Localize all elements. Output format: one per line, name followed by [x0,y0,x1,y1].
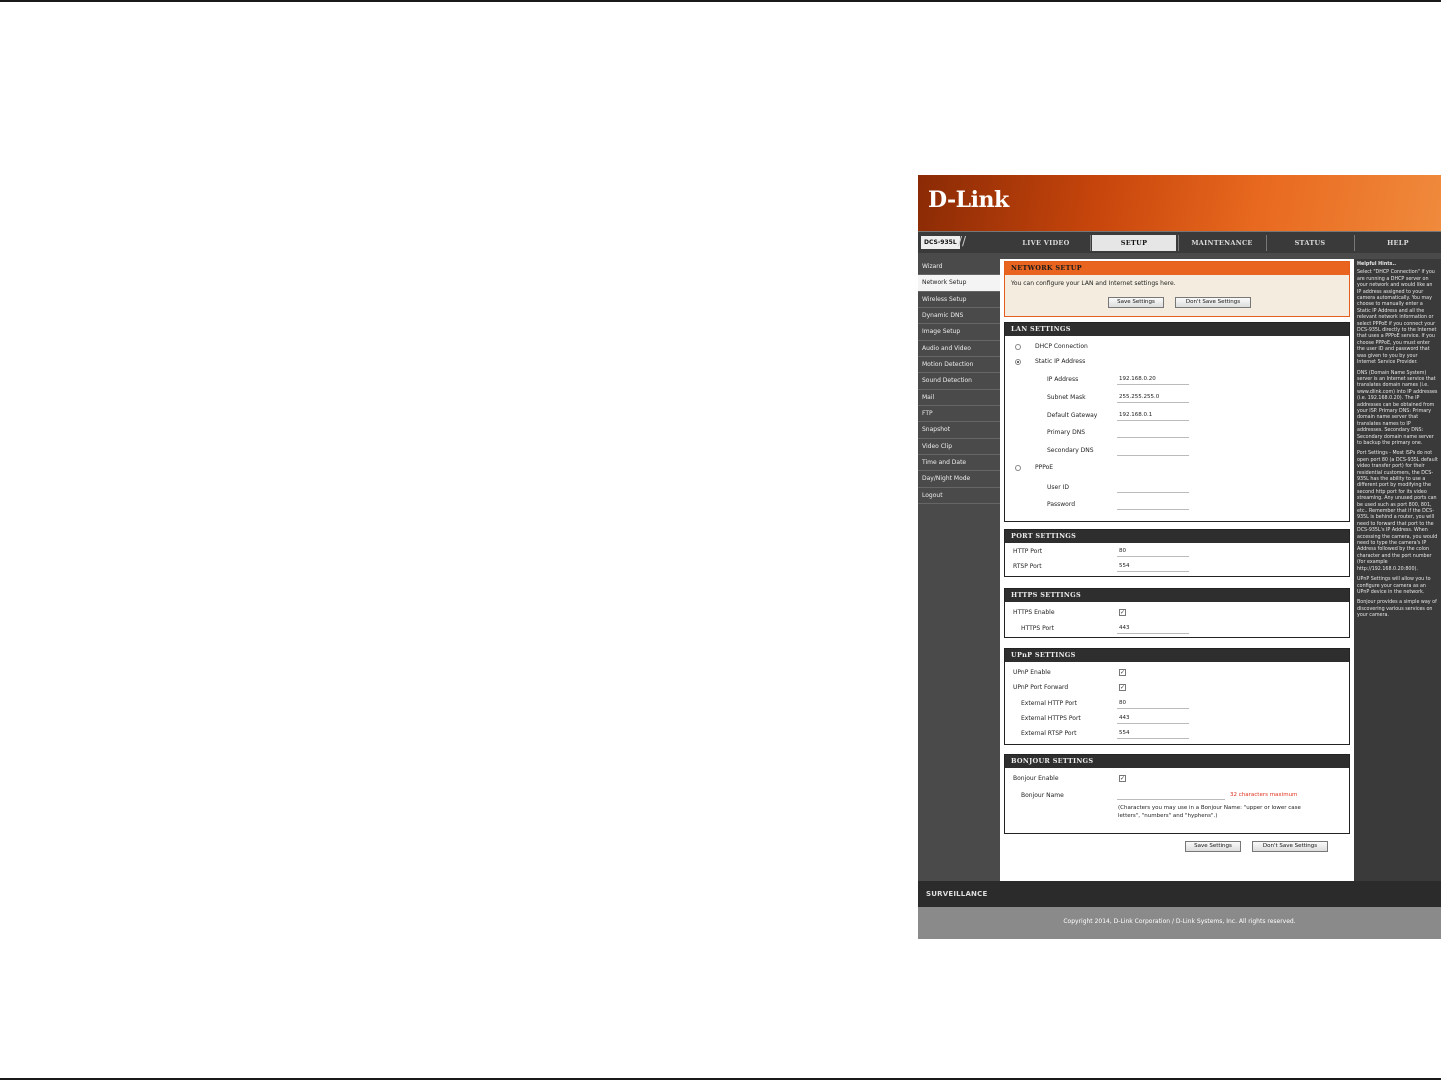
http-port-value: 80 [1119,548,1126,554]
help-paragraph-upnp: UPnP Settings will allow you to configure your camera as an UPnP device in the network. [1357,577,1431,595]
rtsp-port-value: 554 [1119,563,1130,569]
bottom-rule [0,1078,1441,1080]
copyright-text: Copyright 2014, D-Link Corporation / D-Link Systems, Inc. All rights reserved. [1063,918,1296,925]
sidebar-item-snapshot[interactable]: Snapshot [918,422,1000,438]
ip-address-label: IP Address [1047,376,1079,383]
external-rtsp-port-label: External RTSP Port [1021,730,1077,737]
external-https-port-value: 443 [1119,715,1130,721]
top-nav [918,231,1441,253]
primary-dns-label: Primary DNS [1047,429,1086,436]
https-settings-title: HTTPS SETTINGS [1005,589,1349,602]
sidebar-item-video-clip[interactable]: Video Clip [918,439,1000,455]
tab-divider [1354,235,1355,251]
dhcp-radio[interactable] [1015,344,1021,350]
rtsp-port-label: RTSP Port [1013,563,1042,570]
pppoe-label: PPPoE [1035,464,1054,471]
network-setup-description: You can configure your LAN and Internet settings here. [1011,280,1176,287]
default-gateway-value: 192.168.0.1 [1119,412,1153,418]
upnp-forward-label: UPnP Port Forward [1013,684,1069,691]
secondary-dns-label: Secondary DNS [1047,447,1094,454]
dhcp-label: DHCP Connection [1035,343,1088,350]
sidebar-item-audio-video[interactable]: Audio and Video [918,341,1000,357]
default-gateway-field[interactable] [1117,411,1189,421]
sidebar-item-dynamic-dns[interactable]: Dynamic DNS [918,308,1000,324]
help-paragraph-lan: Select "DHCP Connection" if you are running a DHCP server on your network and would like an IP address assigned to your camera automatically. You may choose to manually enter a Static IP Address and all the relevant network information or select PPPoE if you connect your DCS-935L directly to the Internet that uses a PPPoE service. If you choose PPPoE, you must enter the user ID and password that was given to you by your Internet Service Provider. [1357,270,1437,366]
tab-status[interactable]: STATUS [1294,239,1326,247]
tab-help[interactable]: HELP [1387,239,1409,247]
bonjour-enable-checkbox[interactable]: ✓ [1120,775,1126,782]
lan-settings-panel [1004,322,1350,522]
external-rtsp-port-value: 554 [1119,730,1130,736]
http-port-field[interactable] [1117,547,1189,557]
bonjour-settings-title: BONJOUR SETTINGS [1005,755,1349,768]
bonjour-note-line1: (Characters you may use in a Bonjour Name: "upper or lower case [1118,805,1301,811]
tab-setup[interactable]: SETUP [1092,235,1176,251]
footer [918,907,1441,939]
default-gateway-label: Default Gateway [1047,412,1098,419]
bonjour-name-label: Bonjour Name [1021,792,1064,799]
sidebar-item-logout[interactable]: Logout [918,488,1000,504]
lan-settings-title: LAN SETTINGS [1005,323,1349,336]
https-port-label: HTTPS Port [1021,625,1054,632]
sidebar [918,259,1000,504]
subnet-mask-value: 255.255.255.0 [1119,394,1160,400]
secondary-dns-field[interactable] [1117,446,1189,456]
https-port-value: 443 [1119,625,1130,631]
port-settings-title: PORT SETTINGS [1005,530,1349,543]
help-paragraph-port: Port Settings - Most ISPs do not open port 80 (a DCS-935L default video transfer port) for their residential customers, the DCS-935L has the ability to use a different port by modifying the second http port for its video streaming. Any unused ports can be used such as port 800, 801, etc.. Remember that if the DCS-935L is behind a router, you will need to forward that port to the DCS-935L's IP Address. When accessing the camera, you would need to type the camera's IP Address followed by the colon character and the port number (for example http://192.168.0.20:800). [1357,451,1438,572]
bottom-dont-save-settings-button[interactable]: Don't Save Settings [1252,841,1328,852]
sidebar-item-motion-detection[interactable]: Motion Detection [918,357,1000,373]
ip-address-value: 192.168.0.20 [1119,376,1156,382]
http-port-label: HTTP Port [1013,548,1043,555]
bonjour-note-line2: letters", "numbers" and "hyphens".) [1118,813,1218,819]
model-badge: DCS-935L [921,236,960,249]
top-rule [0,0,1441,2]
sidebar-item-wizard[interactable]: Wizard [918,259,1000,275]
bonjour-settings-panel [1004,754,1350,834]
camera-web-ui [918,175,1441,939]
subnet-mask-label: Subnet Mask [1047,394,1086,401]
slash-decoration: // [958,234,967,248]
https-port-field[interactable] [1117,624,1189,634]
tab-live-video[interactable]: LIVE VIDEO [1022,239,1070,247]
upnp-enable-label: UPnP Enable [1013,669,1051,676]
sidebar-item-sound-detection[interactable]: Sound Detection [918,373,1000,389]
sidebar-item-time-date[interactable]: Time and Date [918,455,1000,471]
port-settings-panel [1004,529,1350,577]
help-paragraph-dns: DNS (Domain Name System) server is an Internet service that translates domain names (i.e. www.dlink.com) into IP addresses (i.e. 192.168.0.20). The IP addresses can be obtained from your ISP. Primary DNS: Primary domain name server that translates names to IP addresses. Secondary DNS: Secondary domain name server to backup the primary one. [1357,370,1438,446]
surveillance-label: SURVEILLANCE [926,890,988,898]
external-http-port-field[interactable] [1117,699,1189,709]
tab-divider [1090,235,1091,251]
sidebar-item-day-night[interactable]: Day/Night Mode [918,471,1000,487]
external-http-port-label: External HTTP Port [1021,700,1077,707]
save-settings-button[interactable]: Save Settings [1108,297,1164,308]
external-rtsp-port-field[interactable] [1117,729,1189,739]
bonjour-enable-label: Bonjour Enable [1013,775,1059,782]
https-enable-label: HTTPS Enable [1013,609,1055,616]
sidebar-item-network-setup[interactable]: Network Setup [918,275,1000,291]
tab-maintenance[interactable]: MAINTENANCE [1191,239,1253,247]
static-ip-radio[interactable] [1015,359,1021,365]
dont-save-settings-button[interactable]: Don't Save Settings [1175,297,1251,308]
header-banner [918,175,1441,231]
surveillance-bar [918,881,1441,907]
network-setup-title: NETWORK SETUP [1005,262,1349,275]
upnp-forward-checkbox[interactable]: ✓ [1120,684,1126,691]
rtsp-port-field[interactable] [1117,562,1189,572]
upnp-settings-title: UPnP SETTINGS [1005,649,1349,662]
help-paragraph-bonjour: Bonjour provides a simple way of discovering various services on your camera. [1357,600,1437,619]
user-id-label: User ID [1047,484,1069,491]
sidebar-item-image-setup[interactable]: Image Setup [918,324,1000,340]
primary-dns-field[interactable] [1117,428,1189,438]
tab-divider [1266,235,1267,251]
https-settings-panel [1004,588,1350,638]
user-id-field[interactable] [1117,483,1189,493]
static-ip-label: Static IP Address [1035,358,1086,365]
pppoe-radio[interactable] [1015,465,1021,471]
sidebar-item-ftp[interactable]: FTP [918,406,1000,422]
bottom-save-settings-button[interactable]: Save Settings [1185,841,1241,852]
bonjour-max-hint: 32 characters maximum [1230,792,1298,798]
sidebar-item-wireless-setup[interactable]: Wireless Setup [918,292,1000,308]
network-setup-panel [1004,261,1350,317]
tab-divider [1178,235,1179,251]
upnp-settings-panel [1004,648,1350,745]
help-title: Helpful Hints.. [1357,262,1397,267]
subnet-mask-field[interactable] [1117,393,1189,403]
dlink-logo: D-Link [928,187,1009,213]
https-enable-checkbox[interactable]: ✓ [1120,609,1126,616]
password-field[interactable] [1117,500,1189,510]
ip-address-field[interactable] [1117,375,1189,385]
external-https-port-field[interactable] [1117,714,1189,724]
sidebar-item-mail[interactable]: Mail [918,390,1000,406]
help-panel [1354,259,1441,881]
external-https-port-label: External HTTPS Port [1021,715,1081,722]
main-content [1000,259,1354,881]
bonjour-name-field[interactable] [1117,790,1225,800]
password-label: Password [1047,501,1076,508]
upnp-enable-checkbox[interactable]: ✓ [1120,669,1126,676]
external-http-port-value: 80 [1119,700,1126,706]
